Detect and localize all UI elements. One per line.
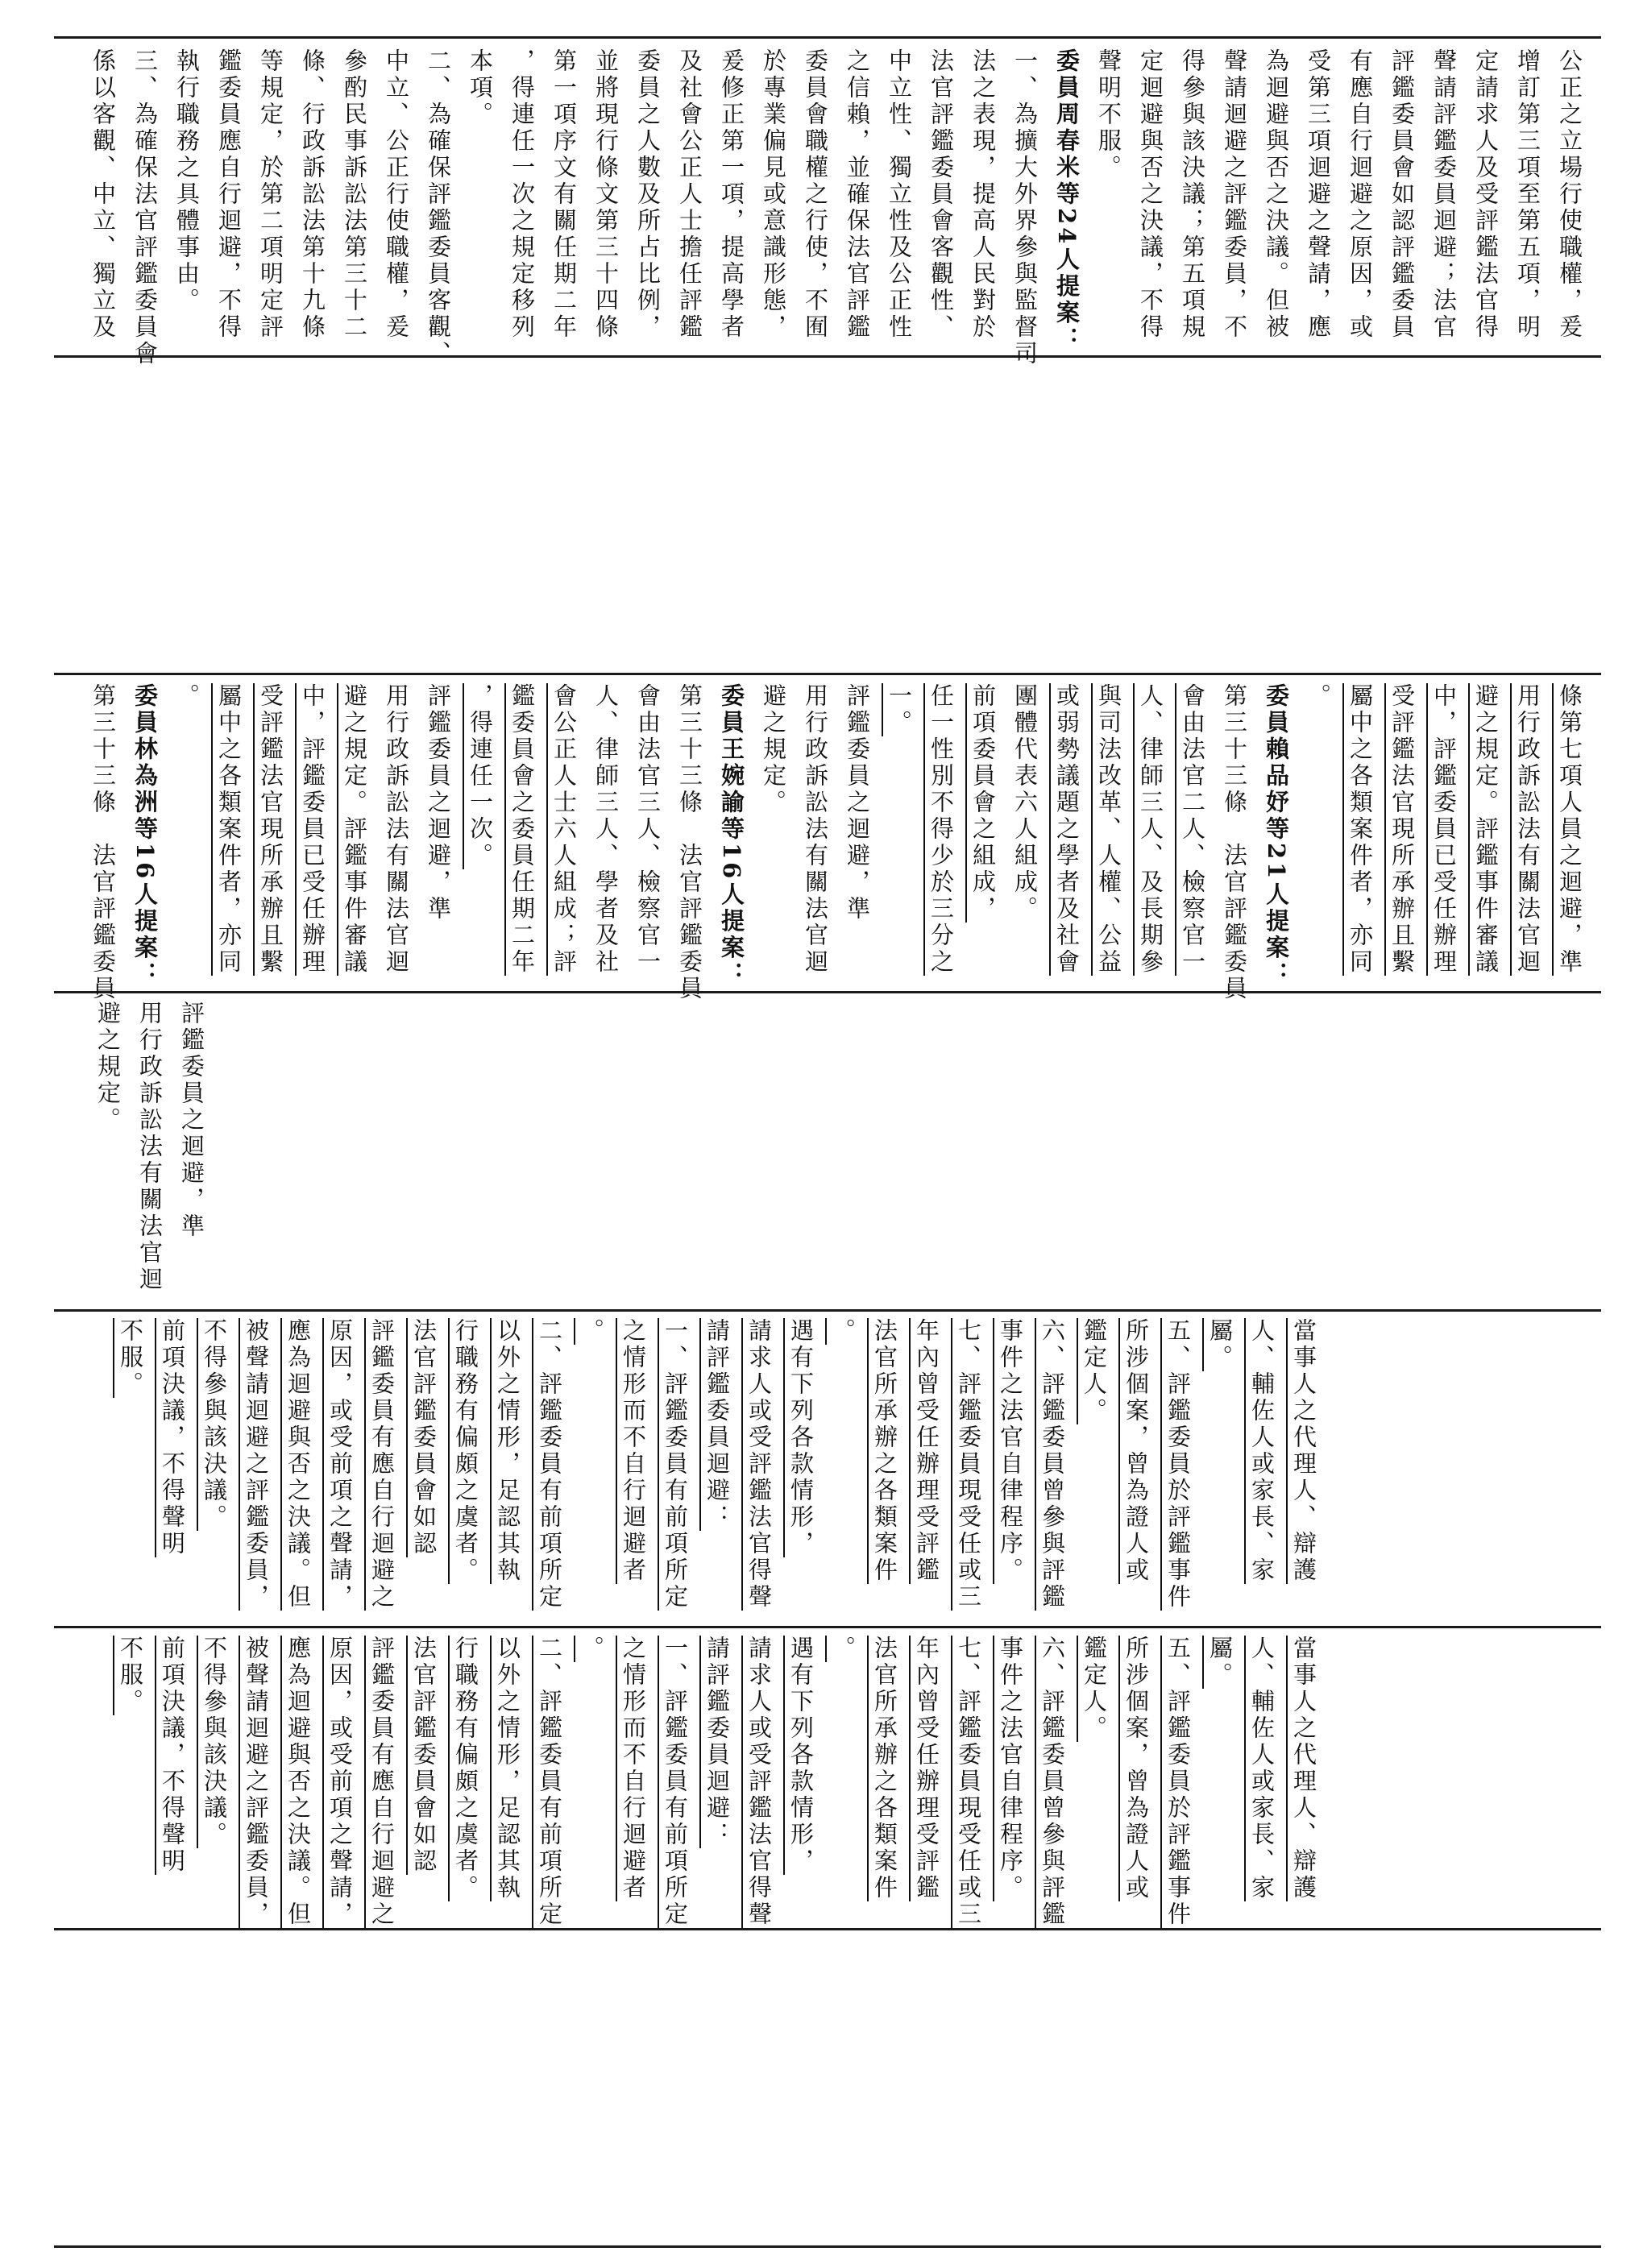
text-line: 應為迴避與否之決議。但: [284, 1318, 312, 1611]
text-line: 遇有下列各款情形，: [787, 1318, 815, 1557]
text-line: 。: [1305, 683, 1332, 710]
text-line: 受評鑑法官現所承辦且繫: [1388, 683, 1416, 976]
text-line: 三、為確保法官評鑑委員會: [131, 48, 159, 367]
text-line: 中立、公正行使職權，爰: [383, 48, 410, 341]
text-line: 所涉個案，曾為證人或: [1122, 1636, 1150, 1901]
text-line: 法官評鑑委員會客觀性、: [927, 48, 955, 341]
text-line: 第一項序文有關任期二年: [550, 48, 578, 341]
text-line: 鑑委員應自行迴避，不得: [215, 48, 243, 341]
text-line: 委員會職權之行使，不囿: [802, 48, 829, 341]
text-line: 六、評鑑委員曾參與評鑑: [1039, 1636, 1066, 1928]
text-line: 避之規定。: [94, 1001, 122, 1134]
divider-rule-3: [54, 991, 1601, 993]
top-rule: [54, 36, 1601, 39]
text-line: 五、評鑑委員於評鑑事件: [1164, 1318, 1192, 1611]
text-line: 年內曾受任辦理受評鑑: [913, 1636, 940, 1901]
text-line: 用行政訴訟法有關法官迴: [136, 1001, 164, 1293]
text-line: 被聲請迴避之評鑑委員，: [243, 1636, 270, 1928]
text-line: 五、評鑑委員於評鑑事件: [1164, 1636, 1192, 1928]
text-line: 第三十三條 法官評鑑委員: [676, 683, 703, 1002]
text-line: 得參與該決議；第五項規: [1179, 48, 1206, 341]
text-line: 及社會公正人士擔任評鑑: [676, 48, 703, 341]
text-line: 所涉個案，曾為證人或: [1122, 1318, 1150, 1584]
text-line: 前項委員會之組成，: [969, 683, 997, 923]
text-line: 定請求人及受評鑑法官得: [1472, 48, 1500, 341]
text-line: 之信賴，並確保法官評鑑: [844, 48, 871, 341]
divider-rule-1: [54, 355, 1601, 358]
text-line: 不得參與該決議。: [201, 1318, 228, 1531]
text-line: 請評鑑委員迴避：: [703, 1636, 731, 1848]
text-line: 增訂第三項至第五項，明: [1514, 48, 1541, 341]
text-line: 遇有下列各款情形，: [787, 1636, 815, 1875]
text-line: 會公正人士六人組成；評: [550, 683, 578, 976]
text-line: 屬。: [1206, 1636, 1234, 1689]
text-line: 不服。: [117, 1636, 144, 1715]
text-line: 請評鑑委員迴避：: [703, 1318, 731, 1531]
divider-rule-5: [54, 1626, 1601, 1628]
text-line: 鑑定人。: [1081, 1318, 1108, 1424]
text-line: 七、評鑑委員現受任或三: [955, 1318, 982, 1611]
proposal-heading: 委員周春米等24人提案：: [1053, 48, 1081, 354]
text-line: 公正之立場行使職權，爰: [1556, 48, 1583, 341]
text-line: 等規定，於第二項明定評: [257, 48, 284, 341]
text-line: 中，評鑑委員已受任辦理: [1430, 683, 1458, 976]
text-line: 委員之人數及所占比例，: [634, 48, 662, 341]
text-line: 評鑑委員會如認評鑑委員: [1388, 48, 1416, 341]
middle-lower-column: [87, 1001, 213, 1299]
text-line: 係以客觀、中立、獨立及: [89, 48, 117, 341]
text-line: 為迴避與否之決議。但被: [1263, 48, 1290, 341]
left-lower-column: [110, 1636, 1325, 1928]
text-line: 行職務有偏頗之虞者。: [452, 1318, 479, 1584]
text-line: 法之表現，提高人民對於: [969, 48, 997, 341]
text-line: 屬。: [1206, 1318, 1234, 1371]
text-line: 爰修正第一項，提高學者: [718, 48, 745, 341]
text-line: 事件之法官自律程序。: [997, 1636, 1024, 1901]
text-line: 一、為擴大外界參與監督司: [1011, 48, 1039, 367]
text-line: 不得參與該決議。: [201, 1636, 228, 1848]
text-line: 法官所承辦之各類案件: [871, 1636, 898, 1901]
divider-rule-2: [54, 673, 1601, 675]
proposal-heading: 委員林為洲等16人提案：: [131, 683, 159, 989]
text-line: 用行政訴訟法有關法官迴: [1514, 683, 1541, 976]
text-line: 屬中之各類案件者，亦同: [1346, 683, 1374, 976]
text-line: 本項。: [467, 48, 494, 128]
text-line: ，得連任一次。: [467, 683, 494, 869]
text-line: 鑑委員會之委員任期二年: [508, 683, 536, 976]
text-line: 原因，或受前項之聲請，: [326, 1318, 354, 1611]
text-line: 參酌民事訴訟法第三十二: [341, 48, 368, 341]
text-line: 避之規定。評鑑事件審議: [341, 683, 368, 976]
text-line: 人、輔佐人或家長、家: [1248, 1318, 1276, 1584]
text-line: 避之規定。: [760, 683, 787, 816]
text-line: 評鑑委員之迴避，準: [178, 1001, 205, 1240]
text-line: 之情形而不自行迴避者: [620, 1318, 647, 1584]
text-line: 會由法官三人、檢察官一: [634, 683, 662, 976]
text-line: 七、評鑑委員現受任或三: [955, 1636, 982, 1928]
middle-upper-column: [82, 683, 1591, 1002]
text-line: 避之規定。評鑑事件審議: [1472, 683, 1500, 976]
text-line: 評鑑委員之迴避，準: [425, 683, 452, 923]
text-line: 評鑑委員有應自行迴避之: [368, 1318, 396, 1611]
text-line: 任一性別不得少於三分之: [927, 683, 955, 976]
text-line: 鑑定人。: [1081, 1636, 1108, 1742]
bottom-rule: [54, 2245, 1601, 2248]
text-line: ，得連任一次之規定移列: [508, 48, 536, 341]
text-line: 執行職務之具體事由。: [173, 48, 201, 314]
text-line: 受第三項迴避之聲請，應: [1305, 48, 1332, 341]
text-line: 一、評鑑委員有前項所定: [662, 1318, 689, 1611]
text-line: 前項決議，不得聲明: [159, 1318, 186, 1557]
text-line: 一。: [886, 683, 913, 736]
text-line: 不服。: [117, 1318, 144, 1398]
text-line: 前項決議，不得聲明: [159, 1636, 186, 1875]
text-line: 請求人或受評鑑法官得聲: [745, 1636, 773, 1928]
text-line: 二、為確保評鑑委員客觀、: [425, 48, 452, 367]
text-line: 並將現行條文第三十四條: [592, 48, 620, 341]
text-line: 中立性、獨立性及公正性: [886, 48, 913, 341]
text-line: 法官評鑑委員會如認: [410, 1636, 438, 1875]
text-line: 人、律師三人、及長期參: [1137, 683, 1164, 976]
text-line: 以外之情形，足認其執: [494, 1318, 521, 1584]
text-line: 二、評鑑委員有前項所定: [536, 1318, 563, 1611]
text-line: 。: [829, 1636, 857, 1662]
text-line: 或弱勢議題之學者及社會: [1053, 683, 1081, 976]
text-line: 當事人之代理人、辯護: [1290, 1636, 1317, 1901]
text-line: 會由法官二人、檢察官一: [1179, 683, 1206, 976]
text-line: 法官評鑑委員會如認: [410, 1318, 438, 1557]
text-line: 。: [829, 1318, 857, 1345]
proposal-heading: 委員王婉諭等16人提案：: [718, 683, 745, 989]
text-line: 原因，或受前項之聲請，: [326, 1636, 354, 1928]
text-line: 第三十三條 法官評鑑委員: [1221, 683, 1248, 1002]
text-line: 。: [173, 683, 201, 710]
text-line: 第三十三條 法官評鑑委員: [89, 683, 117, 1002]
text-line: 事件之法官自律程序。: [997, 1318, 1024, 1584]
text-line: 用行政訴訟法有關法官迴: [383, 683, 410, 976]
divider-rule-6: [54, 1928, 1601, 1930]
text-line: 應為迴避與否之決議。但: [284, 1636, 312, 1928]
rightmost-column: [82, 48, 1591, 367]
text-line: 評鑑委員有應自行迴避之: [368, 1636, 396, 1928]
text-line: 年內曾受任辦理受評鑑: [913, 1318, 940, 1584]
text-line: 受評鑑法官現所承辦且繫: [257, 683, 284, 976]
text-line: 屬中之各類案件者，亦同: [215, 683, 243, 976]
text-line: 當事人之代理人、辯護: [1290, 1318, 1317, 1584]
text-line: 於專業偏見或意識形態，: [760, 48, 787, 341]
text-line: 以外之情形，足認其執: [494, 1636, 521, 1901]
text-line: 團體代表六人組成。: [1011, 683, 1039, 923]
text-line: 人、輔佐人或家長、家: [1248, 1636, 1276, 1901]
text-line: 請求人或受評鑑法官得聲: [745, 1318, 773, 1611]
text-line: 有應自行迴避之原因，或: [1346, 48, 1374, 341]
text-line: 聲明不服。: [1095, 48, 1122, 181]
text-line: 人、律師三人、學者及社: [592, 683, 620, 976]
text-line: 之情形而不自行迴避者: [620, 1636, 647, 1901]
text-line: 六、評鑑委員曾參與評鑑: [1039, 1318, 1066, 1611]
text-line: 法官所承辦之各類案件: [871, 1318, 898, 1584]
text-line: 評鑑委員之迴避，準: [844, 683, 871, 923]
text-line: 二、評鑑委員有前項所定: [536, 1636, 563, 1928]
text-line: 聲請評鑑委員迴避；法官: [1430, 48, 1458, 341]
text-line: 中，評鑑委員已受任辦理: [299, 683, 326, 976]
text-line: 用行政訴訟法有關法官迴: [802, 683, 829, 976]
proposal-heading: 委員賴品妤等21人提案：: [1263, 683, 1290, 989]
text-line: 條、行政訴訟法第十九條: [299, 48, 326, 341]
text-line: 聲請迴避之評鑑委員，不: [1221, 48, 1248, 341]
text-line: 條第七項人員之迴避，準: [1556, 683, 1583, 976]
text-line: 一、評鑑委員有前項所定: [662, 1636, 689, 1928]
text-line: 與司法改革、人權、公益: [1095, 683, 1122, 976]
text-line: 。: [578, 1318, 605, 1345]
left-upper-column: [110, 1318, 1325, 1616]
text-line: 被聲請迴避之評鑑委員，: [243, 1318, 270, 1611]
text-line: 定迴避與否之決議，不得: [1137, 48, 1164, 341]
text-line: 行職務有偏頗之虞者。: [452, 1636, 479, 1901]
divider-rule-4: [54, 1309, 1601, 1312]
text-line: 。: [578, 1636, 605, 1662]
